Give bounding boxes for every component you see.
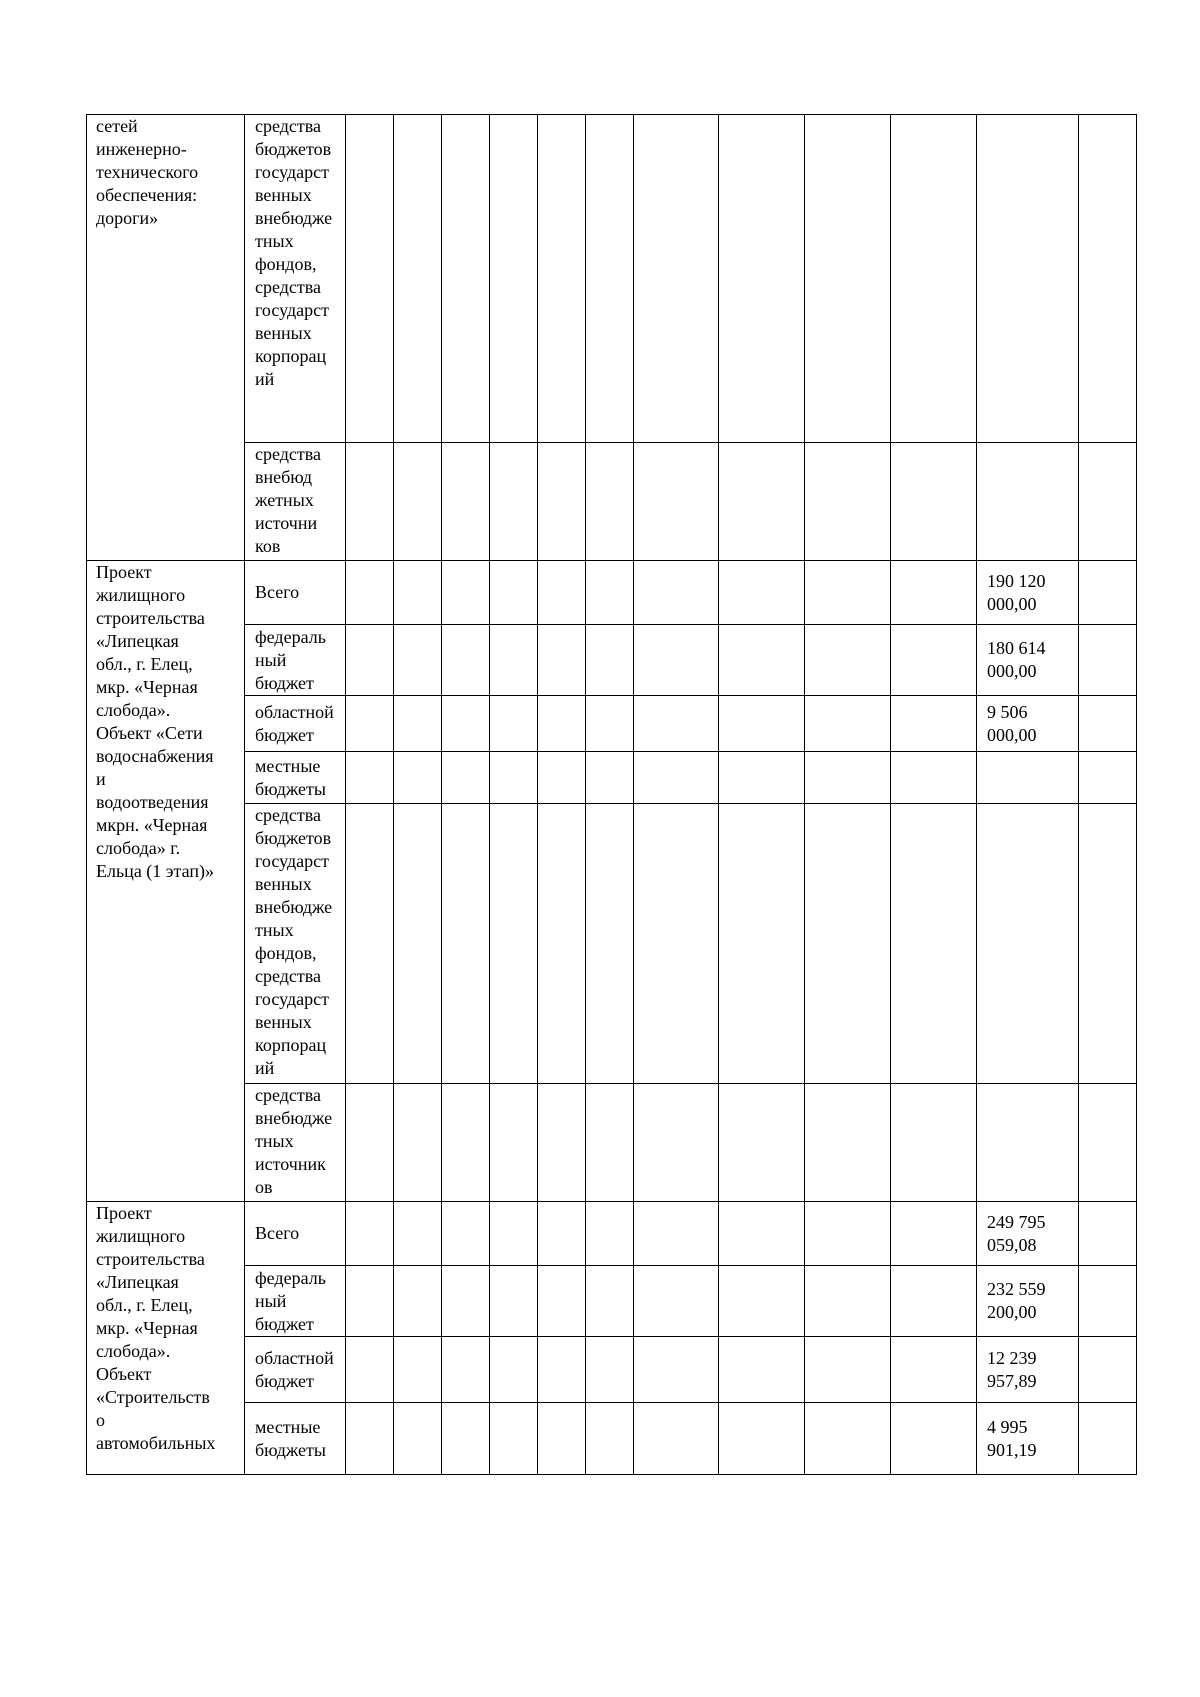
funding-source-label: средства внебюд жетных источни ков (255, 444, 322, 556)
empty-cell (634, 561, 719, 625)
empty-cell (490, 804, 538, 1084)
amount-value: 9 506 000,00 (987, 701, 1037, 745)
table-row (87, 1202, 1137, 1266)
empty-cell (634, 443, 719, 561)
empty-cell (442, 1084, 490, 1202)
table-row (87, 625, 1137, 696)
amount-cell (977, 804, 1079, 1084)
empty-cell (891, 115, 977, 443)
empty-cell (394, 561, 442, 625)
empty-cell (346, 804, 394, 1084)
funding-source-cell (245, 1084, 346, 1202)
empty-cell (346, 752, 394, 804)
empty-cell (1079, 752, 1137, 804)
empty-cell (442, 561, 490, 625)
funding-source-label: средства бюджетов государст венных внебюдже тных фондов, средства государст венных корпорац ий (255, 116, 333, 389)
empty-cell (394, 696, 442, 752)
empty-cell (805, 1403, 891, 1475)
empty-cell (805, 696, 891, 752)
empty-cell (442, 1337, 490, 1403)
empty-cell (719, 1202, 805, 1266)
amount-cell (977, 752, 1079, 804)
empty-cell (634, 1084, 719, 1202)
empty-cell (634, 1202, 719, 1266)
table-row (87, 804, 1137, 1084)
empty-cell (586, 1084, 634, 1202)
empty-cell (394, 625, 442, 696)
empty-cell (538, 1403, 586, 1475)
empty-cell (805, 752, 891, 804)
funding-source-label: местные бюджеты (255, 1416, 326, 1460)
amount-value: 190 120 000,00 (987, 570, 1046, 614)
amount-cell (977, 696, 1079, 752)
empty-cell (586, 804, 634, 1084)
funding-source-cell (245, 1202, 346, 1266)
empty-cell (891, 443, 977, 561)
empty-cell (394, 1084, 442, 1202)
empty-cell (394, 1202, 442, 1266)
table-row (87, 443, 1137, 561)
empty-cell (1079, 1266, 1137, 1337)
empty-cell (719, 752, 805, 804)
empty-cell (891, 1202, 977, 1266)
empty-cell (719, 696, 805, 752)
empty-cell (538, 1266, 586, 1337)
empty-cell (586, 561, 634, 625)
empty-cell (1079, 115, 1137, 443)
amount-value: 249 795 059,08 (987, 1211, 1046, 1255)
empty-cell (346, 1337, 394, 1403)
empty-cell (719, 1084, 805, 1202)
table-row (87, 115, 1137, 443)
funding-source-label: Всего (255, 582, 300, 602)
amount-value: 4 995 901,19 (987, 1416, 1037, 1460)
empty-cell (1079, 804, 1137, 1084)
funding-source-label: областной бюджет (255, 701, 334, 745)
table-row (87, 561, 1137, 625)
amount-cell (977, 1202, 1079, 1266)
empty-cell (1079, 696, 1137, 752)
amount-value: 232 559 200,00 (987, 1279, 1046, 1322)
empty-cell (1079, 1084, 1137, 1202)
empty-cell (805, 1337, 891, 1403)
project-label: Проект жилищного строительства «Липецкая обл., г. Елец, мкр. «Черная слобода». Объект «Строительств о автомобильных (96, 1203, 216, 1453)
empty-cell (538, 443, 586, 561)
empty-cell (442, 696, 490, 752)
amount-cell (977, 115, 1079, 443)
funding-source-label: Всего (255, 1223, 300, 1243)
empty-cell (394, 115, 442, 443)
empty-cell (490, 1266, 538, 1337)
empty-cell (805, 561, 891, 625)
funding-source-cell (245, 561, 346, 625)
empty-cell (394, 443, 442, 561)
empty-cell (490, 1084, 538, 1202)
amount-cell (977, 1403, 1079, 1475)
empty-cell (805, 1084, 891, 1202)
empty-cell (805, 804, 891, 1084)
empty-cell (490, 696, 538, 752)
empty-cell (394, 1337, 442, 1403)
project-label: Проект жилищного строительства «Липецкая обл., г. Елец, мкр. «Черная слобода». Объект «Сети водоснабжения и водоотведения мкрн. «Черная слобода» г. Ельца (1 этап)» (96, 562, 214, 881)
empty-cell (805, 443, 891, 561)
empty-cell (538, 1202, 586, 1266)
empty-cell (442, 1403, 490, 1475)
empty-cell (891, 561, 977, 625)
empty-cell (442, 115, 490, 443)
empty-cell (394, 752, 442, 804)
empty-cell (634, 1337, 719, 1403)
funding-source-label: областной бюджет (255, 1347, 334, 1391)
table-row (87, 1084, 1137, 1202)
empty-cell (346, 1084, 394, 1202)
funding-source-cell (245, 752, 346, 804)
empty-cell (538, 115, 586, 443)
empty-cell (538, 752, 586, 804)
empty-cell (346, 1266, 394, 1337)
funding-source-cell (245, 443, 346, 561)
empty-cell (891, 1403, 977, 1475)
empty-cell (1079, 1403, 1137, 1475)
empty-cell (442, 625, 490, 696)
empty-cell (490, 1202, 538, 1266)
empty-cell (586, 443, 634, 561)
empty-cell (442, 804, 490, 1084)
empty-cell (346, 1202, 394, 1266)
empty-cell (490, 115, 538, 443)
empty-cell (891, 1266, 977, 1337)
empty-cell (538, 1084, 586, 1202)
empty-cell (719, 1337, 805, 1403)
funding-source-cell (245, 115, 346, 443)
project-label-cell (87, 1202, 245, 1475)
empty-cell (1079, 1337, 1137, 1403)
empty-cell (490, 1337, 538, 1403)
table-row (87, 1266, 1137, 1337)
funding-source-cell (245, 1403, 346, 1475)
empty-cell (586, 625, 634, 696)
empty-cell (346, 561, 394, 625)
empty-cell (586, 1266, 634, 1337)
empty-cell (719, 1266, 805, 1337)
empty-cell (586, 1403, 634, 1475)
empty-cell (1079, 625, 1137, 696)
empty-cell (490, 625, 538, 696)
funding-source-label: местные бюджеты (255, 755, 326, 799)
funding-source-label: федераль ный бюджет (255, 1267, 326, 1334)
empty-cell (586, 696, 634, 752)
empty-cell (891, 1084, 977, 1202)
empty-cell (719, 443, 805, 561)
amount-value: 12 239 957,89 (987, 1347, 1037, 1391)
empty-cell (634, 696, 719, 752)
empty-cell (634, 1266, 719, 1337)
project-label-cell (87, 561, 245, 1202)
empty-cell (1079, 561, 1137, 625)
empty-cell (538, 561, 586, 625)
funding-source-cell (245, 625, 346, 696)
empty-cell (586, 752, 634, 804)
empty-cell (586, 1337, 634, 1403)
empty-cell (394, 1403, 442, 1475)
amount-cell (977, 561, 1079, 625)
empty-cell (719, 115, 805, 443)
table-row (87, 696, 1137, 752)
empty-cell (346, 115, 394, 443)
empty-cell (442, 752, 490, 804)
empty-cell (891, 696, 977, 752)
empty-cell (805, 115, 891, 443)
project-label-cell (87, 115, 245, 561)
empty-cell (346, 1403, 394, 1475)
empty-cell (538, 804, 586, 1084)
empty-cell (891, 804, 977, 1084)
empty-cell (634, 625, 719, 696)
empty-cell (346, 625, 394, 696)
empty-cell (538, 1337, 586, 1403)
amount-value: 180 614 000,00 (987, 638, 1046, 681)
funding-source-cell (245, 804, 346, 1084)
amount-cell (977, 1266, 1079, 1337)
funding-source-label: федераль ный бюджет (255, 626, 326, 693)
empty-cell (634, 1403, 719, 1475)
funding-source-cell (245, 696, 346, 752)
empty-cell (719, 804, 805, 1084)
empty-cell (1079, 1202, 1137, 1266)
empty-cell (805, 1266, 891, 1337)
empty-cell (805, 1202, 891, 1266)
table-row (87, 752, 1137, 804)
empty-cell (586, 115, 634, 443)
table-row (87, 1403, 1137, 1475)
empty-cell (586, 1202, 634, 1266)
funding-source-label: средства внебюдже тных источник ов (255, 1085, 333, 1197)
empty-cell (490, 752, 538, 804)
empty-cell (490, 561, 538, 625)
empty-cell (538, 625, 586, 696)
amount-cell (977, 1084, 1079, 1202)
empty-cell (634, 115, 719, 443)
empty-cell (805, 625, 891, 696)
empty-cell (442, 443, 490, 561)
amount-cell (977, 443, 1079, 561)
amount-cell (977, 625, 1079, 696)
empty-cell (394, 1266, 442, 1337)
empty-cell (442, 1266, 490, 1337)
amount-cell (977, 1337, 1079, 1403)
empty-cell (634, 804, 719, 1084)
empty-cell (719, 561, 805, 625)
empty-cell (891, 1337, 977, 1403)
empty-cell (891, 752, 977, 804)
empty-cell (394, 804, 442, 1084)
empty-cell (634, 752, 719, 804)
funding-source-cell (245, 1266, 346, 1337)
funding-table (86, 114, 1137, 1475)
empty-cell (346, 443, 394, 561)
funding-source-label: средства бюджетов государст венных внебюдже тных фондов, средства государст венных корпорац ий (255, 805, 333, 1078)
funding-source-cell (245, 1337, 346, 1403)
empty-cell (891, 625, 977, 696)
empty-cell (490, 1403, 538, 1475)
project-label: сетей инженерно- технического обеспечения: дороги» (96, 116, 199, 228)
table-row (87, 1337, 1137, 1403)
empty-cell (442, 1202, 490, 1266)
empty-cell (538, 696, 586, 752)
empty-cell (1079, 443, 1137, 561)
empty-cell (719, 1403, 805, 1475)
empty-cell (346, 696, 394, 752)
empty-cell (490, 443, 538, 561)
empty-cell (719, 625, 805, 696)
